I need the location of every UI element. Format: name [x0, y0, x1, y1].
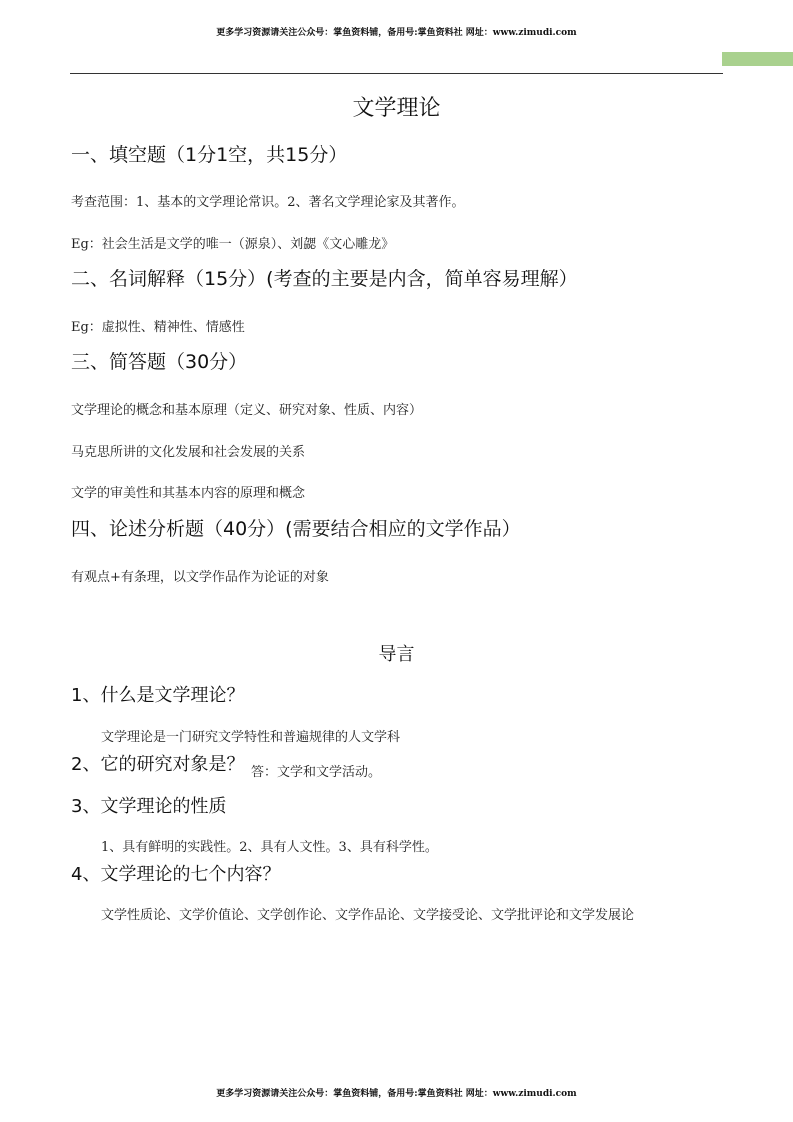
- intro-answer: 答：文学和文学活动。: [251, 765, 382, 780]
- intro-question: 4、文学理论的七个内容？: [71, 864, 281, 885]
- footer-banner: 更多学习资源请关注公众号：掌鱼资料铺，备用号:掌鱼资料社 网址：www.zimudi.com: [216, 1089, 577, 1099]
- header-accent-bar: [722, 52, 793, 66]
- intro-question: 1、什么是文学理论？: [71, 685, 245, 706]
- section-heading-short-answer: 三、简答题（30分）: [71, 351, 248, 373]
- header-rule: [70, 73, 723, 74]
- section-line: 文学的审美性和其基本内容的原理和概念: [71, 486, 306, 501]
- section-line: 马克思所讲的文化发展和社会发展的关系: [71, 445, 306, 460]
- intro-title: 导言: [378, 644, 415, 665]
- section-line: 文学理论的概念和基本原理（定义、研究对象、性质、内容）: [71, 403, 423, 418]
- section-line: Eg：社会生活是文学的唯一（源泉）、刘勰《文心雕龙》: [71, 237, 395, 252]
- section-heading-essay-analysis: 四、论述分析题（40分）(需要结合相应的文学作品）: [71, 518, 521, 540]
- section-line: Eg：虚拟性、精神性、情感性: [71, 320, 245, 335]
- section-heading-term-explanation: 二、名词解释（15分）(考查的主要是内含，简单容易理解）: [71, 268, 578, 290]
- section-line: 考查范围：1、基本的文学理论常识。2、著名文学理论家及其著作。: [71, 195, 465, 210]
- intro-answer: 1、具有鲜明的实践性。2、具有人文性。3、具有科学性。: [101, 840, 438, 855]
- section-line: 有观点+有条理，以文学作品作为论证的对象: [71, 570, 329, 585]
- intro-question: 2、它的研究对象是？: [71, 754, 245, 775]
- header-banner: 更多学习资源请关注公众号：掌鱼资料铺，备用号:掌鱼资料社 网址：www.zimudi.com: [216, 28, 577, 38]
- intro-answer: 文学理论是一门研究文学特性和普遍规律的人文学科: [101, 730, 401, 745]
- page-title: 文学理论: [352, 96, 441, 121]
- section-heading-fill-blank: 一、填空题（1分1空，共15分）: [71, 144, 348, 166]
- intro-answer: 文学性质论、文学价值论、文学创作论、文学作品论、文学接受论、文学批评论和文学发展论: [101, 908, 635, 923]
- intro-question: 3、文学理论的性质: [71, 796, 227, 817]
